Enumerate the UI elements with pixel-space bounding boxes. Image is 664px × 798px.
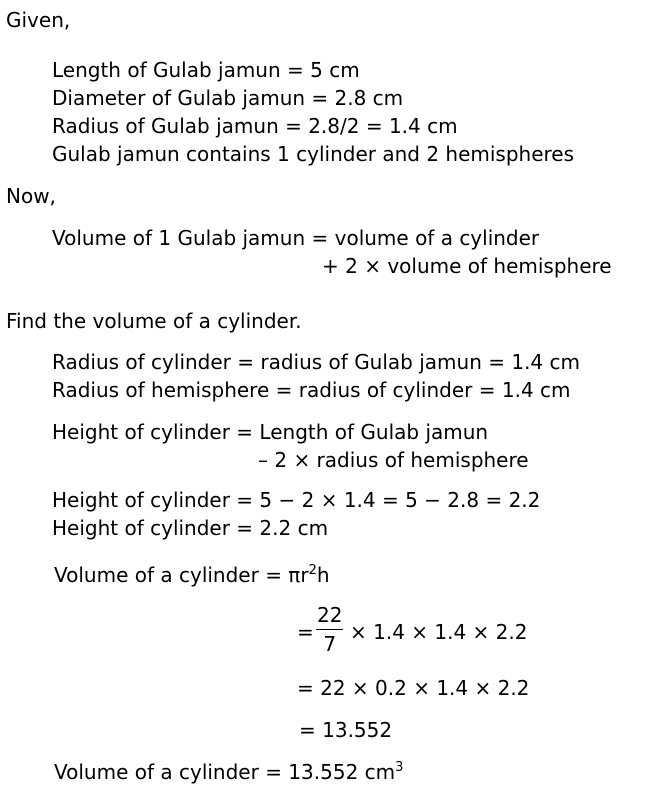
volume-formula-line [54, 563, 330, 587]
step3-line: = 13.552 [299, 718, 393, 742]
volume-result-prefix: Volume of a cylinder = 13.552 cm [54, 760, 396, 784]
contains-line: Gulab jamun contains 1 cylinder and 2 hemispheres [52, 142, 575, 166]
height-result-line: Height of cylinder = 2.2 cm [52, 516, 329, 540]
radius-line: Radius of Gulab jamun = 2.8/2 = 1.4 cm [52, 114, 458, 138]
fraction-22-over-7 [316, 603, 343, 656]
fraction-numerator: 22 [316, 603, 343, 630]
now-label: Now, [6, 184, 56, 208]
cylinder-heading: Find the volume of a cylinder. [6, 309, 302, 333]
volume-formula-exponent: 2 [308, 563, 317, 578]
volume-result-line [54, 760, 403, 784]
volume-gulab-line-1: Volume of 1 Gulab jamun = volume of a cylinder [52, 226, 540, 250]
height-line-2: – 2 × radius of hemisphere [258, 448, 529, 472]
volume-result-exponent: 3 [395, 760, 404, 775]
volume-formula-prefix: Volume of a cylinder = πr [54, 563, 309, 587]
volume-gulab-line-2: + 2 × volume of hemisphere [322, 254, 612, 278]
height-line-1: Height of cylinder = Length of Gulab jamun [52, 420, 489, 444]
volume-formula-suffix: h [316, 563, 330, 587]
given-label: Given, [6, 8, 71, 32]
fraction-denominator: 7 [323, 632, 337, 656]
step1-equals: = [297, 620, 314, 644]
diameter-line: Diameter of Gulab jamun = 2.8 cm [52, 86, 404, 110]
step1-rest: × 1.4 × 1.4 × 2.2 [350, 620, 528, 644]
length-line: Length of Gulab jamun = 5 cm [52, 58, 360, 82]
radius-cylinder-line: Radius of cylinder = radius of Gulab jamun = 1.4 cm [52, 350, 580, 374]
height-calc-line: Height of cylinder = 5 − 2 × 1.4 = 5 − 2.8 = 2.2 [52, 488, 541, 512]
radius-hemisphere-line: Radius of hemisphere = radius of cylinder = 1.4 cm [52, 378, 571, 402]
step2-line: = 22 × 0.2 × 1.4 × 2.2 [297, 676, 530, 700]
